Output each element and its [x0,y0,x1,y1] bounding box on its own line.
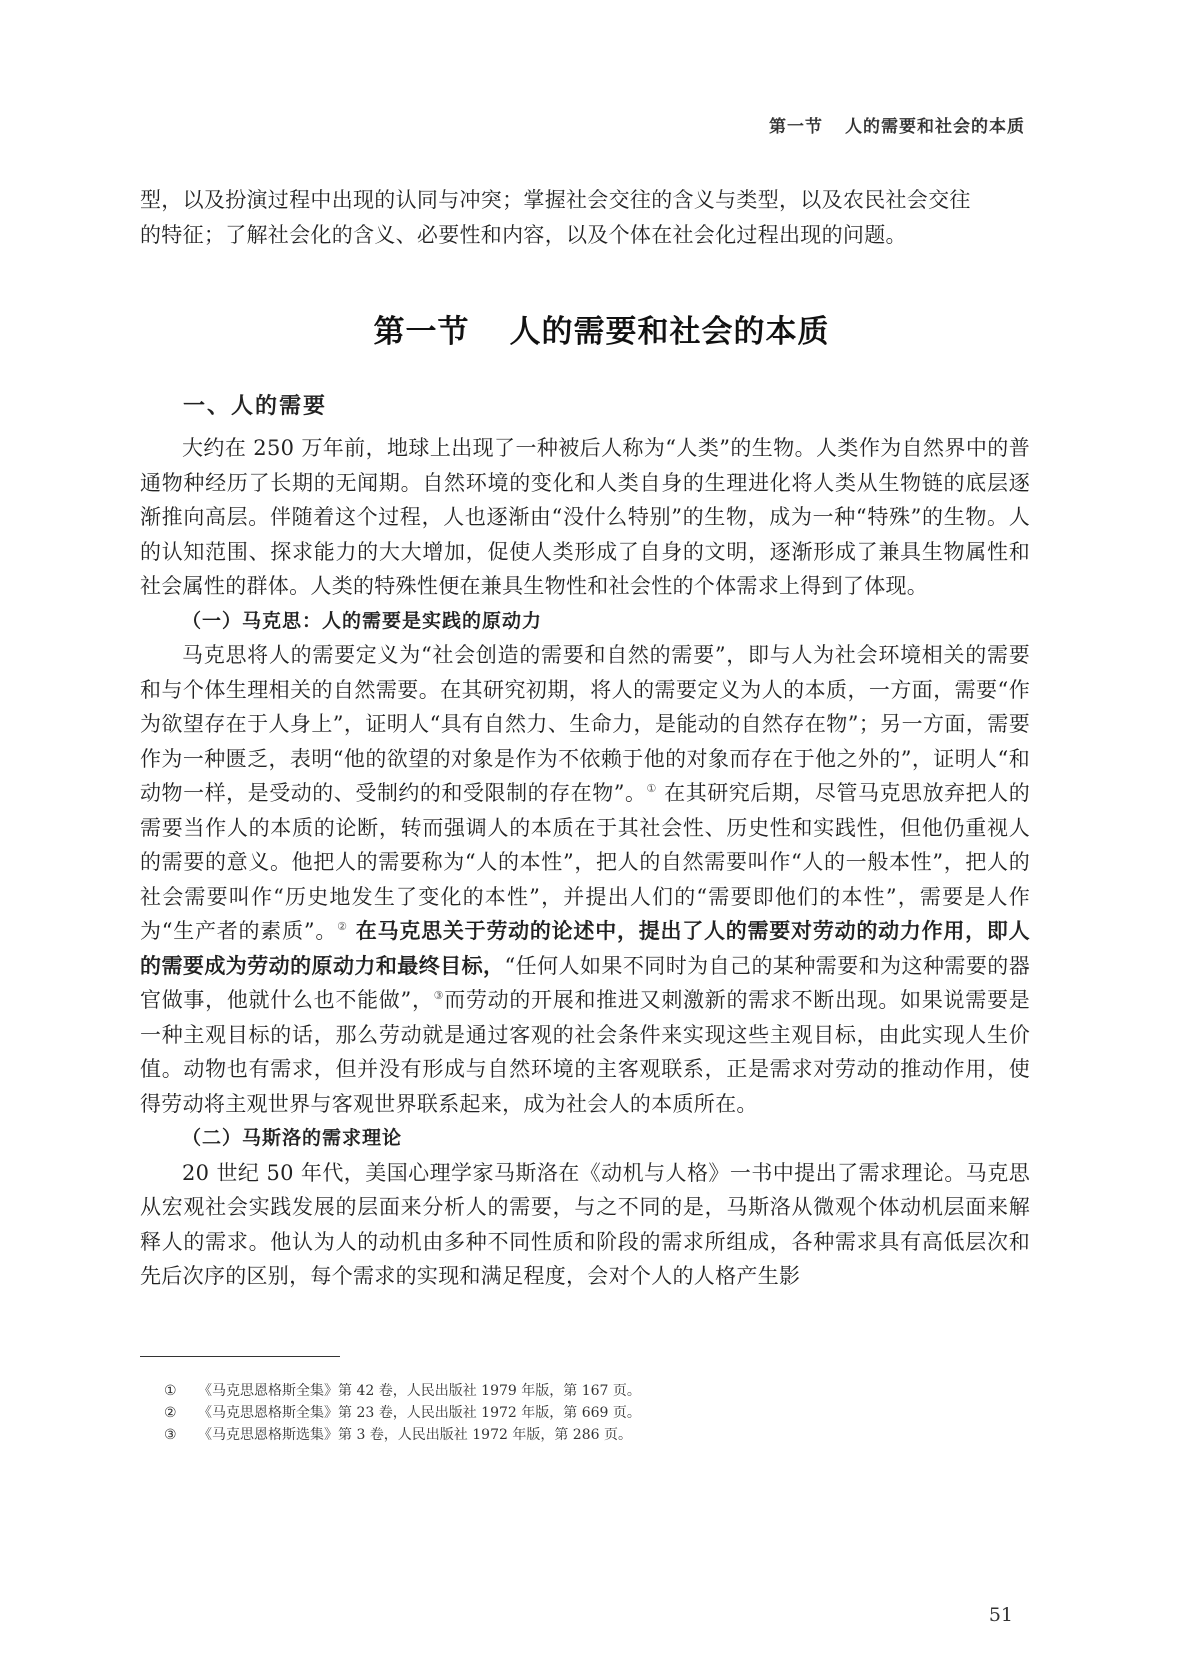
paragraph-2-part-1: 马克思将人的需要定义为“社会创造的需要和自然的需要”，即与人为社会环境相关的需要和与个体生理相关的自然需要。在其研究初期，将人的需要定义为人的本质，一方面，需要“作为欲望存在于人身上”，证明人“具有自然力、生命力，是能动的自然存在物”；另一方面，需要作为一种匮乏，表明“他的欲望的对象是作为不依赖于他的对象而存在于他之外的”，证明人“和动物一样，是受动的、受制约的和受限制的存在物”。 [140,643,1030,805]
intro-line-2: 的特征；了解社会化的含义、必要性和内容，以及个体在社会化过程出现的问题。 [140,222,907,247]
footnote-item [164,1424,641,1446]
paragraph-2-part-3: “任何人如果不同时为自己的某种需要和为这种需要的器官做事，他就什么也不能做”， [140,953,1030,1012]
subheading-maslow: （二）马斯洛的需求理论 [182,1127,403,1149]
section-title-number: 第一节 [373,314,470,350]
paragraph-2-bold: 在马克思关于劳动的论述中，提出了人的需要对劳动的动力作用，即人的需要成为劳动的原动力和最终目标， [140,918,1030,978]
paragraph-1: 大约在 250 万年前，地球上出现了一种被后人称为“人类”的生物。人类作为自然界中的普通物种经历了长期的无闻期。自然环境的变化和人类自身的生理进化将人类从生物链的底层逐渐推向高层。伴随着这个过程，人也逐渐由“没什么特别”的生物，成为一种“特殊”的生物。人的认知范围、探求能力的大大增加，促使人类形成了自身的文明，逐渐形成了兼具生物属性和社会属性的群体。人类的特殊性便在兼具生物性和社会性的个体需求上得到了体现。 [140,436,1030,598]
footnote-mark: ① [164,1383,177,1399]
footnote-item [164,1402,641,1424]
footnotes [164,1380,641,1446]
footnote-text: 《马克思恩格斯选集》第 3 卷，人民出版社 1972 年版，第 286 页。 [198,1427,632,1443]
footnote-mark: ③ [164,1427,177,1443]
intro-text [140,183,1030,252]
page-number: 51 [988,1604,1013,1626]
intro-line-1: 型，以及扮演过程中出现的认同与冲突；掌握社会交往的含义与类型，以及农民社会交往 [140,188,971,212]
paragraph-2-part-2: 在其研究后期，尽管马克思放弃把人的需要当作人的本质的论断，转而强调人的本质在于其社会性、历史性和实践性，但他仍重视人的需要的意义。他把人的需要称为“人的本性”，把人的自然需要叫作“人的一般本性”，把人的社会需要叫作“历史地发生了变化的本性”，并提出人们的“需要即他们的本性”，需要是人作为“生产者的素质”。 [140,781,1030,943]
footnote-mark: ② [164,1405,177,1421]
footnote-text: 《马克思恩格斯全集》第 42 卷，人民出版社 1979 年版，第 167 页。 [198,1383,641,1399]
footnote-ref-2[interactable]: ② [337,920,348,933]
paragraph-2 [140,638,1030,1121]
footnote-divider [140,1356,340,1357]
footnote-text: 《马克思恩格斯全集》第 23 卷，人民出版社 1972 年版，第 669 页。 [198,1405,641,1421]
footnote-ref-3[interactable]: ③ [433,989,445,1002]
section-title-text: 人的需要和社会的本质 [509,314,830,350]
running-head-title: 人的需要和社会的本质 [845,117,1025,137]
subheading-marx: （一）马克思：人的需要是实践的原动力 [182,609,543,632]
running-head [769,112,1025,137]
body-text [140,431,1030,1294]
footnote-item [164,1380,641,1402]
footnote-ref-1[interactable]: ① [646,782,657,795]
heading-human-needs: 一、人的需要 [183,394,328,419]
running-head-section: 第一节 [769,117,823,137]
section-title [0,306,1203,351]
paragraph-2-part-4: 而劳动的开展和推进又刺激新的需求不断出现。如果说需要是一种主观目标的话，那么劳动就是通过客观的社会条件来实现这些主观目标，由此实现人生价值。动物也有需求，但并没有形成与自然环境的主客观联系，正是需求对劳动的推动作用，使得劳动将主观世界与客观世界联系起来，成为社会人的本质所在。 [140,988,1030,1116]
paragraph-3: 20 世纪 50 年代，美国心理学家马斯洛在《动机与人格》一书中提出了需求理论。马克思从宏观社会实践发展的层面来分析人的需要，与之不同的是，马斯洛从微观个体动机层面来解释人的需求。他认为人的动机由多种不同性质和阶段的需求所组成，各种需求具有高低层次和先后次序的区别，每个需求的实现和满足程度，会对个人的人格产生影 [140,1160,1030,1288]
